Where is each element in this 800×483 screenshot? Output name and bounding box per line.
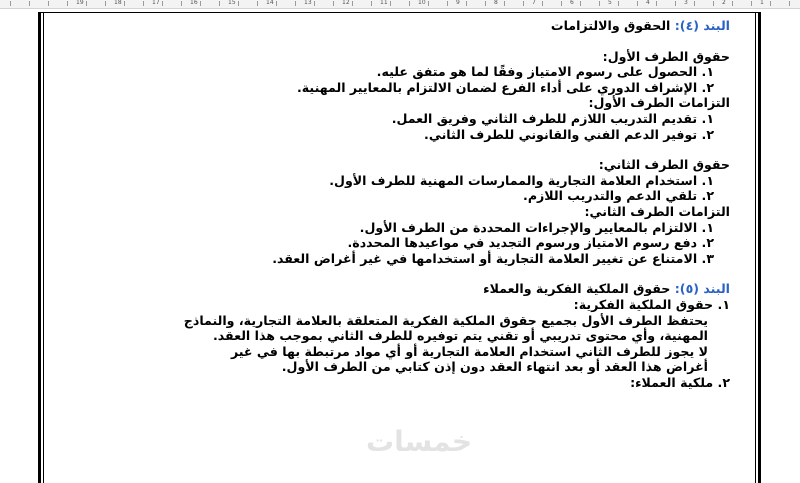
ruler-tick xyxy=(143,1,144,6)
party2-obligation-1: ١. الالتزام بالمعايير والإجراءات المحددة من الطرف الأول. xyxy=(359,219,714,235)
ruler-tick xyxy=(751,1,752,6)
ruler-number: 14 xyxy=(266,0,274,6)
party2-obligation-3: ٣. الامتناع عن تغيير العلامة التجارية أو استخدامها في غير أغراض العقد. xyxy=(272,250,714,266)
party1-right-1: ١. الحصول على رسوم الامتياز وفقًا لما هو متفق عليه. xyxy=(376,64,714,80)
party2-right-1: ١. استخدام العلامة التجارية والممارسات المهنية للطرف الأول. xyxy=(329,172,714,188)
ruler-number: 15 xyxy=(228,0,236,6)
clause-4-label: البند (٤): xyxy=(674,18,730,33)
party1-rights-heading: حقوق الطرف الأول: xyxy=(602,48,730,64)
ruler-tick xyxy=(124,1,125,6)
ruler-number: 12 xyxy=(342,0,350,6)
ruler-number: 2 xyxy=(722,0,726,6)
ruler-number: 17 xyxy=(152,0,160,6)
ruler-tick xyxy=(48,1,49,6)
ruler-tick xyxy=(599,1,600,6)
ruler-tick xyxy=(675,1,676,6)
ruler-number: 1 xyxy=(760,0,764,6)
ruler-tick xyxy=(257,1,258,6)
watermark-logo: خمسات xyxy=(366,425,473,458)
ruler-tick xyxy=(732,1,733,6)
clause-4-heading xyxy=(60,18,730,34)
party2-obligations-heading: التزامات الطرف الثاني: xyxy=(584,203,730,219)
ruler-number: 6 xyxy=(570,0,574,6)
ruler-tick xyxy=(428,1,429,6)
ruler-number: 16 xyxy=(190,0,198,6)
ruler-tick xyxy=(466,1,467,6)
ruler-tick xyxy=(618,1,619,6)
ruler-tick xyxy=(656,1,657,6)
clause-5-label: البند (٥): xyxy=(674,281,730,297)
ruler-number: 18 xyxy=(114,0,122,6)
ruler-tick xyxy=(485,1,486,6)
ip-paragraph-1-line-2: المهنية، وأي محتوى تدريبي أو تقني يتم توفيره للطرف الثاني بموجب هذا العقد. xyxy=(212,328,708,344)
ruler-tick xyxy=(542,1,543,6)
ruler-number: 9 xyxy=(456,0,460,6)
ruler-tick xyxy=(162,1,163,6)
party1-obligation-1: ١. تقديم التدريب اللازم للطرف الثاني وفريق العمل. xyxy=(391,110,714,126)
ruler-tick xyxy=(637,1,638,6)
ip-paragraph-2-line-1: لا يجوز للطرف الثاني استخدام العلامة التجارية أو أي مواد مرتبطة بها في غير xyxy=(230,343,708,359)
ruler-tick xyxy=(67,1,68,6)
ip-paragraph-1-line-1: يحتفظ الطرف الأول بجميع حقوق الملكية الفكرية المتعلقة بالعلامة التجارية، والنماذج xyxy=(183,312,708,328)
ip-heading: ١. حقوق الملكية الفكرية: xyxy=(573,296,730,312)
horizontal-ruler[interactable] xyxy=(0,0,800,9)
ruler-tick xyxy=(219,1,220,6)
ruler-tick xyxy=(314,1,315,6)
ruler-tick xyxy=(561,1,562,6)
party2-obligation-2: ٢. دفع رسوم الامتياز ورسوم التجديد في مواعيدها المحددة. xyxy=(347,235,714,251)
ruler-tick xyxy=(238,1,239,6)
ruler-number: 13 xyxy=(304,0,312,6)
party1-obligations-heading: التزامات الطرف الأول: xyxy=(588,95,730,111)
ruler-number: 3 xyxy=(684,0,688,6)
ruler-tick xyxy=(29,1,30,6)
clause-4-title: الحقوق والالتزامات xyxy=(550,18,671,33)
ruler-tick xyxy=(694,1,695,6)
ruler-tick xyxy=(390,1,391,6)
ruler-tick xyxy=(86,1,87,6)
ruler-number: 7 xyxy=(532,0,536,6)
clause-5-heading xyxy=(60,281,730,297)
ruler-tick xyxy=(580,1,581,6)
ruler-number: 8 xyxy=(494,0,498,6)
ruler-tick xyxy=(447,1,448,6)
clause-5-title: حقوق الملكية الفكرية والعملاء xyxy=(483,281,671,297)
ruler-number: 19 xyxy=(76,0,84,6)
ruler-tick xyxy=(504,1,505,6)
ruler-number: 11 xyxy=(380,0,388,6)
ruler-tick xyxy=(770,1,771,6)
ruler-tick xyxy=(371,1,372,6)
ruler-tick xyxy=(409,1,410,6)
party1-obligation-2: ٢. توفير الدعم الفني والقانوني للطرف الثاني. xyxy=(424,126,714,142)
ruler-tick xyxy=(10,1,11,6)
ruler-tick xyxy=(523,1,524,6)
ruler-tick xyxy=(276,1,277,6)
ruler-tick xyxy=(200,1,201,6)
party2-rights-heading: حقوق الطرف الثاني: xyxy=(598,157,730,173)
ip-paragraph-2-line-2: أغراض هذا العقد أو بعد انتهاء العقد دون إذن كتابي من الطرف الأول. xyxy=(281,359,708,375)
ruler-tick xyxy=(789,1,790,6)
party2-right-2: ٢. تلقي الدعم والتدريب اللازم. xyxy=(523,188,714,204)
ruler-tick xyxy=(295,1,296,6)
ruler-tick xyxy=(181,1,182,6)
ruler-number: 4 xyxy=(646,0,650,6)
ruler-number: 10 xyxy=(418,0,426,6)
ruler-number: 5 xyxy=(608,0,612,6)
ruler-tick xyxy=(105,1,106,6)
party1-right-2: ٢. الإشراف الدوري على أداء الفرع لضمان الالتزام بالمعايير المهنية. xyxy=(297,79,714,95)
ruler-tick xyxy=(333,1,334,6)
ruler-tick xyxy=(352,1,353,6)
document-body[interactable] xyxy=(60,18,730,390)
ruler-tick xyxy=(713,1,714,6)
clients-heading: ٢. ملكية العملاء: xyxy=(630,374,730,390)
